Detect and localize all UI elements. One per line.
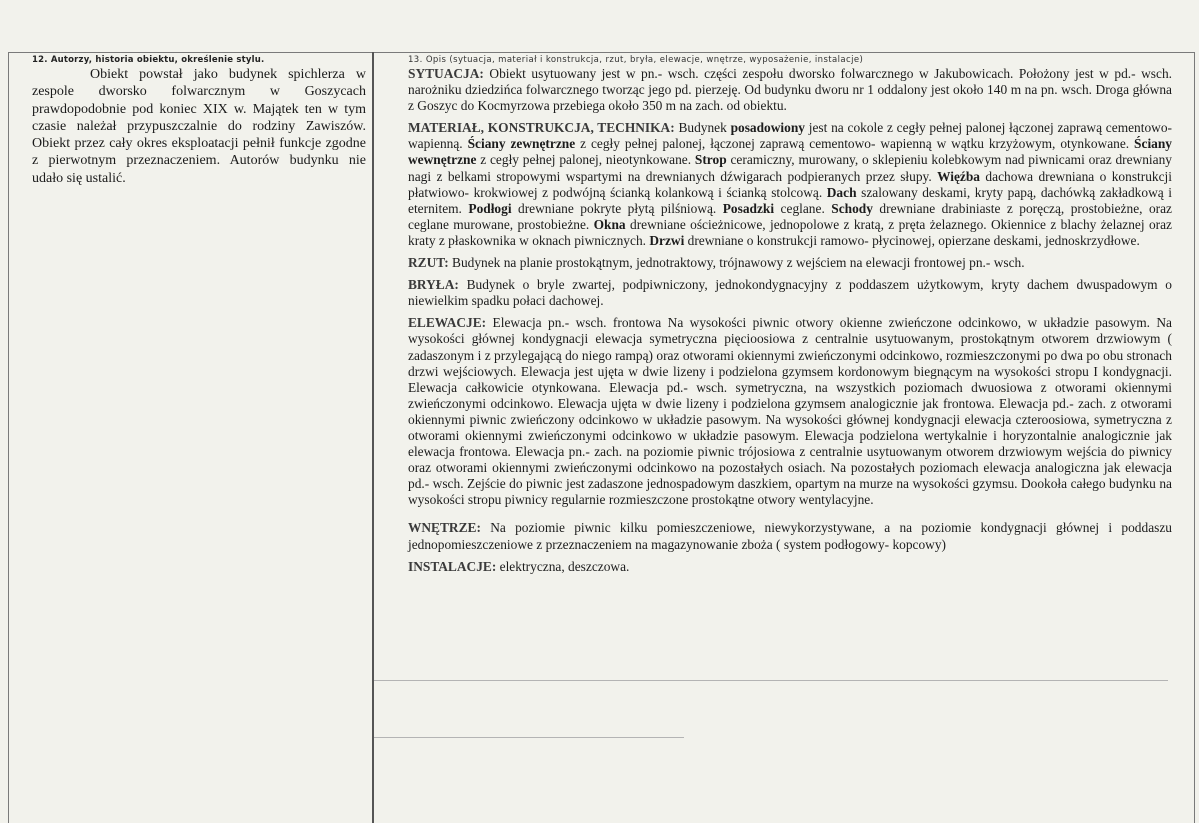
label-material: MATERIAŁ, KONSTRUKCJA, TECHNIKA: — [408, 120, 675, 136]
paragraph-bryla: BRYŁA: Budynek o bryle zwartej, podpiwniczony, jednokondygnacyjny z poddaszem użytkowym, kryty dachem dwuspadowym o niewielkim spadku połaci dachowej. — [408, 277, 1172, 309]
paragraph-instalacje: INSTALACJE: elektryczna, deszczowa. — [408, 558, 630, 574]
label-bryla: BRYŁA: — [408, 277, 459, 293]
paragraph-material: MATERIAŁ, KONSTRUKCJA, TECHNIKA: Budynek posadowiony jest na cokole z cegły pełnej palonej łączonej zaprawą cementowo- wapienną. Ściany zewnętrzne z cegły pełnej palonej, łączonej zaprawą cementowo- wapienną w wątku krzyżowym, otynkowane. Ściany wewnętrzne z cegły pełnej palonej, nieotynkowane. Strop ceramiczny, murowany, o sklepieniu kolebkowym nad piwnicami oraz drewniany nagi z belkami stropowymi wspartymi na drewnianych dźwigarach podpieranych przez słupy. Więźba dachowa drewniana o konstrukcji płatwiowo- krokwiowej z podwójną ścianką kolankową i ścianką stolcową. Dach szalowany deskami, kryty papą, dachówką zakładkową i eternitem. Podłogi drewniane pokryte płytą pilśniową. Posadzki ceglane. Schody drewniane drabiniaste z poręczą, prostobieżne, oraz ceglane murowane, prostobieżne. Okna drewniane ościeżnicowe, jednopolowe z kratą, z pręta żelaznego. Okiennice z blachy żelaznej oraz kraty z płaskownika w oknach piwnicznych. Drzwi drewniane o konstrukcji ramowo- płycinowej, opierzane deskami, jednoskrzydłowe. — [408, 120, 1172, 248]
label-wnetrze: WNĘTRZE: — [408, 520, 481, 536]
pencil-rule-2 — [374, 737, 684, 738]
frame-left-line — [8, 52, 9, 823]
frame-right-line — [1194, 52, 1195, 823]
section-12-text: Obiekt powstał jako budynek spichlerza w zespole dworsko folwarcznym w Goszycach prawdopodobnie pod koniec XIX w. Majątek ten w tym czasie należał przypuszczalnie do rodziny Zawiszów. Obiekt przez cały okres eksploatacji pełnił funkcje zgodne z pierwotnym przeznaczeniem. Autorów budynku nie udało się ustalić. — [32, 67, 366, 186]
column-divider — [372, 52, 374, 823]
section-13 — [408, 55, 1172, 575]
paragraph-wnetrze: WNĘTRZE: Na poziomie piwnic kilku pomieszczeniowe, niewykorzystywane, a na poziomie kondygnacji głównej i poddaszu jednopomieszczeniowe z przeznaczeniem na magazynowanie zboża ( system podłogowy- kopcowy) — [408, 520, 1172, 552]
section-12-heading: 12. Autorzy, historia obiektu, określenie stylu. — [32, 55, 265, 65]
paragraph-sytuacja: SYTUACJA: Obiekt usytuowany jest w pn.- wsch. części zespołu dworsko folwarcznego w Jakubowicach. Położony jest w pd.- wsch. narożniku dziedzińca folwarcznego tworząc jego pd. pierzeję. Od budynku dworu nr 1 oddalony jest około 140 m na pn. wsch. Droga główna z Goszyc do Kocmyrzowa przebiega około 350 m na zach. od obiektu. — [408, 66, 1172, 114]
paragraph-rzut: RZUT: Budynek na planie prostokątnym, jednotraktowy, trójnawowy z wejściem na elewacji frontowej pn.- wsch. — [408, 255, 1025, 271]
paragraph-elewacje: ELEWACJE: Elewacja pn.- wsch. frontowa Na wysokości piwnic otwory okienne zwieńczone odcinkowo, w układzie pasowym. Na wysokości głównej kondygnacji elewacja symetryczna pięcioosiowa z centralnie usytuowanym, prostokątnym otworem drzwiowym ( zadaszonym i z przylegającą do niego rampą) oraz otworami okiennymi zwieńczonymi odcinkowo, rozmieszczonymi po dwa po obu stronach drzwi wejściowych. Elewacja jest ujęta w dwie lizeny i podzielona gzymsem kordonowym biegnącym na wysokości stropu I kondygnacji. Elewacja całkowicie otynkowana. Elewacja pd.- wsch. symetryczna, na wszystkich poziomach dwuosiowa z otworami okiennymi zwieńczonymi odcinkowo. Elewacja ujęta w dwie lizeny i podzielona gzymsem analogicznie jak frontowa. Elewacja pd.- zach. z otworami okiennymi piwnic zwieńczony odcinkowo w układzie pasowym. Na wysokości głównej kondygnacji elewacja czteroosiowa, symetryczna z otworami okiennymi zwieńczonymi odcinkowo w układzie pasowym. Elewacja podzielona wertykalnie i horyzontalnie analogicznie jak elewacja frontowa. Elewacja pn.- zach. na poziomie piwnic trójosiowa z centralnie usytuowanym otworem drzwiowym wejścia do piwnicy oraz otworami okiennymi zwieńczonymi odcinkowo na pozostałych osiach. Na pozostałych poziomach elewacja analogiczna jak elewacja pd.- wsch. Zejście do piwnic jest zadaszone jednospadowym daszkiem, opartym na murze na wysokości gzymsu. Dookoła całego budynku na wysokości stropu piwnicy regularnie rozmieszczone prostokątne otwory wentylacyjne. — [408, 315, 1172, 508]
label-elewacje: ELEWACJE: — [408, 315, 487, 331]
pencil-rule-1 — [374, 680, 1168, 681]
label-rzut: RZUT: — [408, 255, 449, 271]
section-12 — [32, 55, 366, 187]
label-instalacje: INSTALACJE: — [408, 558, 497, 574]
section-13-heading: 13. Opis (sytuacja, materiał i konstrukcja, rzut, bryła, elewacje, wnętrze, wyposażenie, instalacje) — [408, 55, 864, 65]
label-sytuacja: SYTUACJA: — [408, 66, 484, 81]
frame-top-line — [8, 52, 1195, 53]
